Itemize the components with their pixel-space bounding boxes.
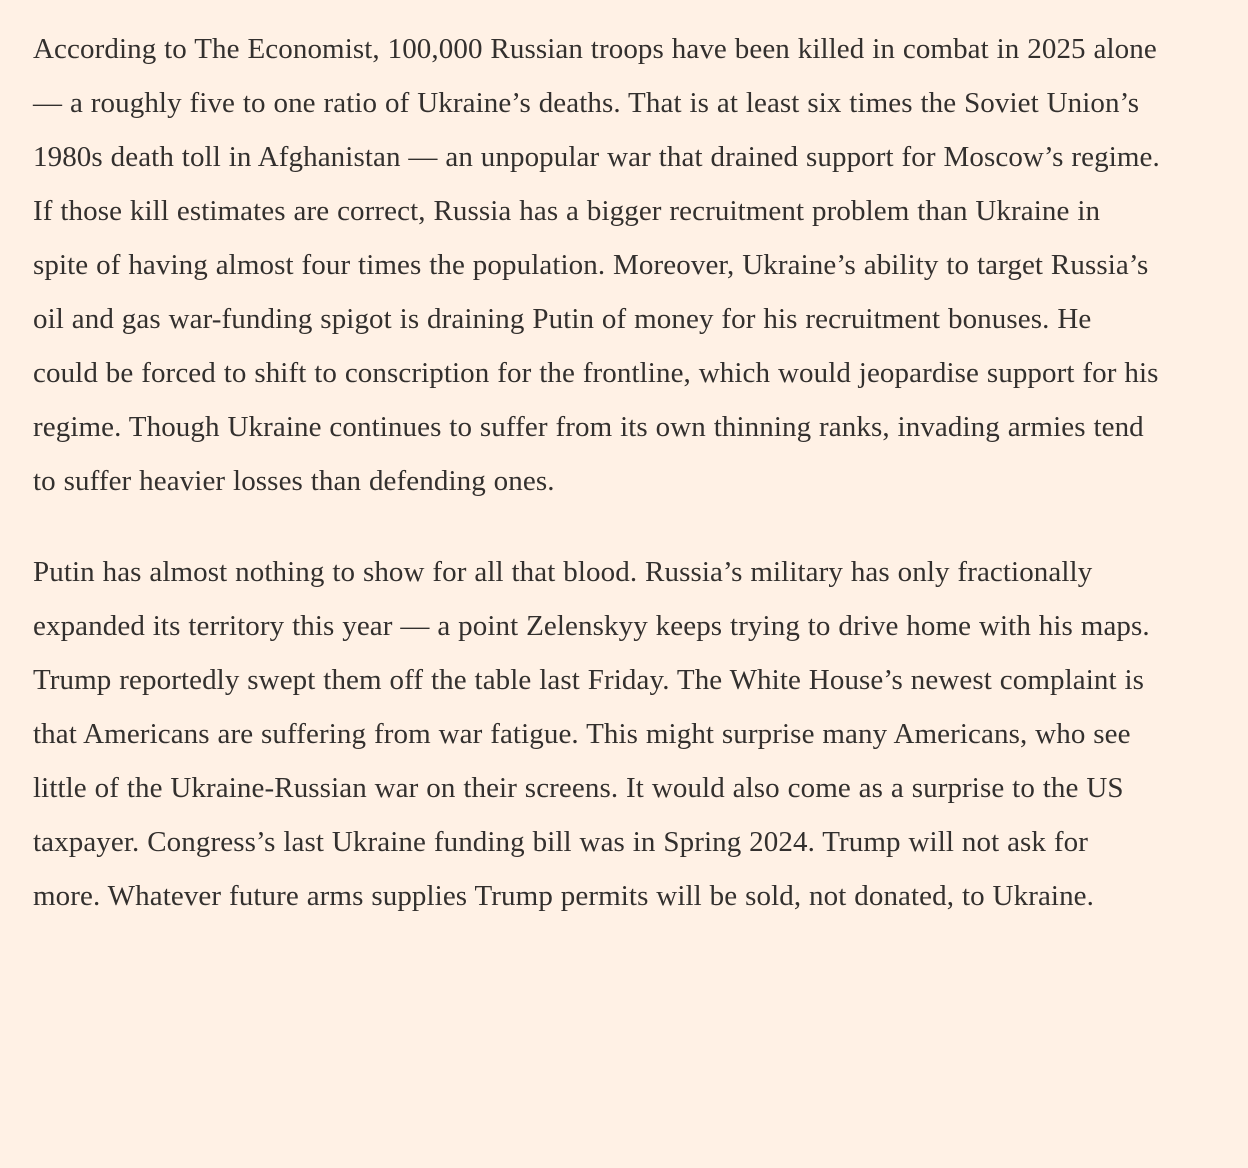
article-paragraph-2: Putin has almost nothing to show for all that blood. Russia’s military has only fractionally expanded its territory this year — a point Zelenskyy keeps trying to drive home with his maps. Trump reportedly swept them off the table last Friday. The White House’s newest complaint is that Americans are suffering from war fatigue. This might surprise many Americans, who see little of the Ukraine-Russian war on their screens. It would also come as a surprise to the US taxpayer. Congress’s last Ukraine funding bill was in Spring 2024. Trump will not ask for more. Whatever future arms supplies Trump permits will be sold, not donated, to Ukraine. [33,556,1150,912]
article-paragraph-1: According to The Economist, 100,000 Russian troops have been killed in combat in 2025 alone — a roughly five to one ratio of Ukraine’s deaths. That is at least six times the Soviet Union’s 1980s death toll in Afghanistan — an unpopular war that drained support for Moscow’s regime. If those kill estimates are correct, Russia has a bigger recruitment problem than Ukraine in spite of having almost four times the population. Moreover, Ukraine’s ability to target Russia’s oil and gas war-funding spigot is draining Putin of money for his recruitment bonuses. He could be forced to shift to conscription for the frontline, which would jeopardise support for his regime. Though Ukraine continues to suffer from its own thinning ranks, invading armies tend to suffer heavier losses than defending ones. [33,33,1160,497]
